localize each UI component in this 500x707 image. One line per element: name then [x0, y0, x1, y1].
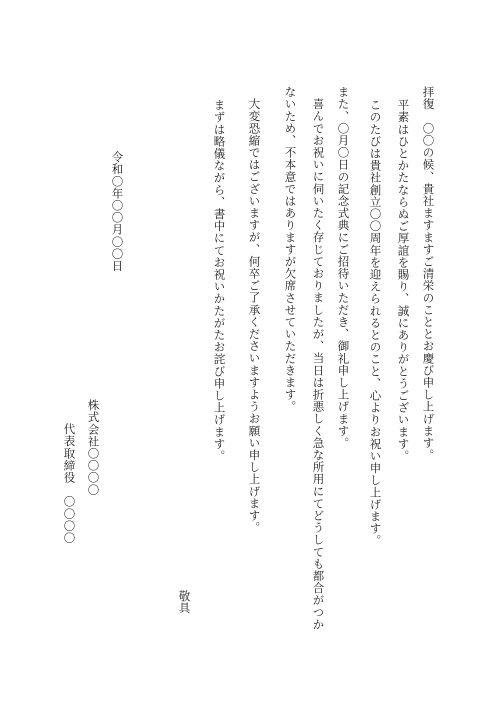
opening-line: 拝復 〇〇の候、貴社ますますご清栄のこととお慶び申し上げます。 [421, 86, 436, 462]
body-line-7: まずは略儀ながら、書中にてお祝いかたがたお詫び申し上げます。 [212, 99, 227, 462]
body-line-5: ないため、不本意ではありますが欠席させていただきます。 [283, 86, 298, 413]
body-line-6: 大変恐縮ではございますが、何卒ご了承くださいますようお願い申し上げます。 [247, 98, 262, 534]
body-line-2: このたびは貴社創立〇〇周年を迎えられるとのこと、心よりお祝い申し上げます。 [368, 99, 383, 547]
sender-title: 代表取締役 〇〇〇〇 [62, 423, 77, 544]
body-line-4: 喜んでお祝いに伺いたく存じておりましたが、当日は折悪しく急な所用にてどうしても都合がつか [311, 98, 326, 631]
closing-keigu: 敬具 [177, 590, 192, 615]
date: 令和〇年〇〇月〇〇日 [110, 151, 125, 272]
body-line-1: 平素はひとかたならぬご厚誼を賜り、誠にありがとうございます。 [396, 99, 411, 462]
sender-company: 株式会社〇〇〇〇 [86, 399, 101, 496]
body-line-3: また、〇月〇日の記念式典にご招待いただき、御礼申し上げます。 [336, 86, 351, 449]
